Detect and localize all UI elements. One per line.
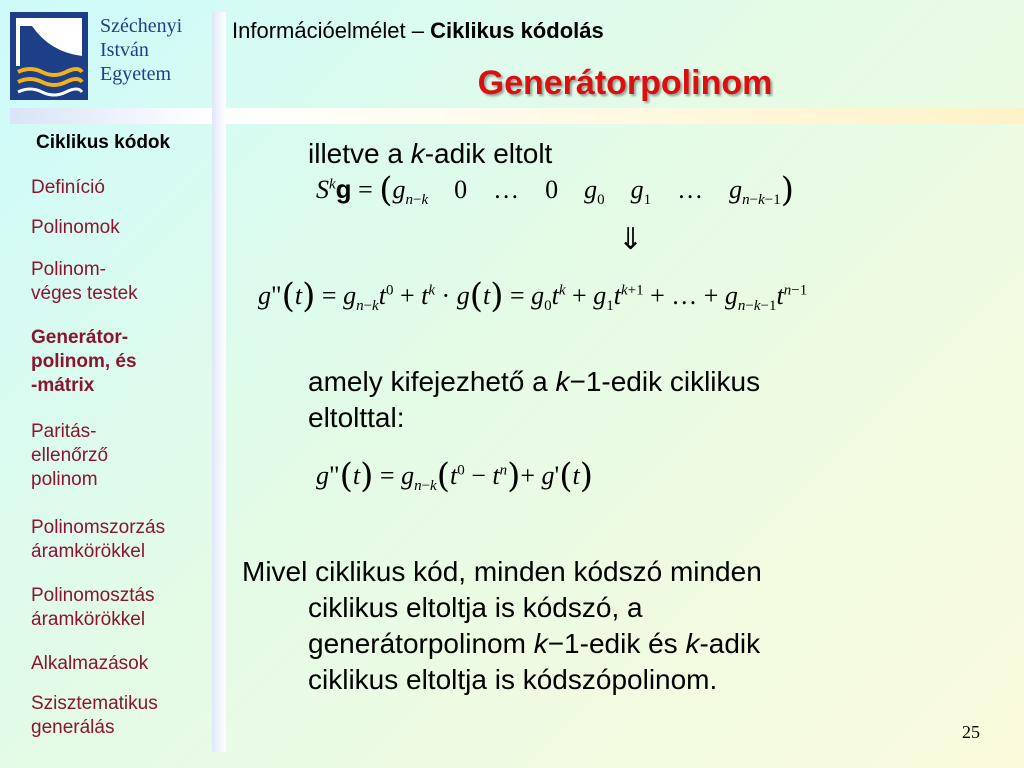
para2-suffix: −1-edik ciklikus (569, 366, 761, 397)
sidebar-top-bar (10, 108, 212, 124)
bottom3-var2: k (685, 628, 700, 659)
bottom3-suffix: -adik (699, 628, 761, 659)
sidebar-item-szisztematikus[interactable]: Szisztematikus generálás (31, 693, 158, 738)
horizontal-divider (226, 108, 1024, 124)
sidebar-item-polinomosztas[interactable]: Polinomosztás áramkörökkel (31, 585, 155, 630)
bottom-line-2: ciklikus eltoltja is kódszó, a (308, 592, 643, 623)
logo-line-2: István (100, 39, 149, 61)
para2-var: k (555, 366, 570, 397)
line1-suffix: -adik eltolt (424, 138, 553, 169)
body-paragraph-3 (242, 554, 982, 698)
sidebar-item-polinom-veges-testek[interactable]: Polinom- véges testek (31, 259, 138, 304)
course-name: Információelmélet – (232, 18, 431, 43)
bottom3-var1: k (533, 628, 548, 659)
vertical-divider (212, 12, 226, 752)
para2-line-2: eltolttal: (308, 402, 405, 433)
bottom-line-4: ciklikus eltoltja is kódszópolinom. (308, 664, 718, 695)
slide-title: Generátorpolinom (477, 64, 773, 102)
bottom3-prefix: generátorpolinom (308, 628, 534, 659)
sidebar-item-generator-polinom[interactable]: Generátor- polinom, és -mátrix (31, 327, 137, 396)
line1-var: k (410, 138, 425, 169)
course-header (232, 18, 604, 44)
bottom-line-1: Mivel ciklikus kód, minden kódszó minden (242, 556, 762, 587)
para2-line-1 (308, 364, 760, 400)
line1-prefix: illetve a (308, 138, 411, 169)
sidebar-heading: Ciklikus kódok (36, 132, 171, 153)
equation-shift-vector: $S^kg = (g_{n-k}$ 0 … 0 $g_0$ $g_1$ … $g_{n-k-1}$) (316, 170, 795, 210)
body-line-1 (308, 136, 552, 172)
bottom-line-3 (242, 626, 982, 662)
down-arrow-icon: ⇓ (618, 223, 644, 256)
logo-line-3: Egyetem (100, 63, 172, 85)
sidebar-item-paritas-ellenorzo[interactable]: Paritás- ellenőrző polinom (31, 421, 109, 490)
bottom3-mid: −1-edik és (547, 628, 686, 659)
equation-recursive: g"(t) = $g_{n-k}(t^0 - t^n)+ g'(t)$ (316, 456, 593, 496)
sidebar-item-polinomszorzas[interactable]: Polinomszorzás áramkörökkel (31, 517, 166, 562)
para2-prefix: amely kifejezhető a (308, 366, 556, 397)
body-paragraph-2 (308, 364, 760, 436)
equation-polynomial: g"(t) = $g_{n-k}t^0 + t^k \cdot g(t) = g_0t^k + g_1t^{k+1}$ + … + $g_{n-k-1}t^{n-1}$ (258, 276, 808, 316)
sidebar-item-definicio[interactable]: Definíció (31, 177, 105, 198)
university-logo (10, 12, 88, 100)
logo-line-1: Széchenyi (100, 15, 183, 37)
page-number: 25 (962, 722, 980, 742)
logo-text (100, 14, 182, 86)
course-topic: Ciklikus kódolás (430, 18, 604, 43)
sidebar-item-polinomok[interactable]: Polinomok (31, 217, 120, 238)
sidebar-item-alkalmazasok[interactable]: Alkalmazások (31, 653, 149, 674)
